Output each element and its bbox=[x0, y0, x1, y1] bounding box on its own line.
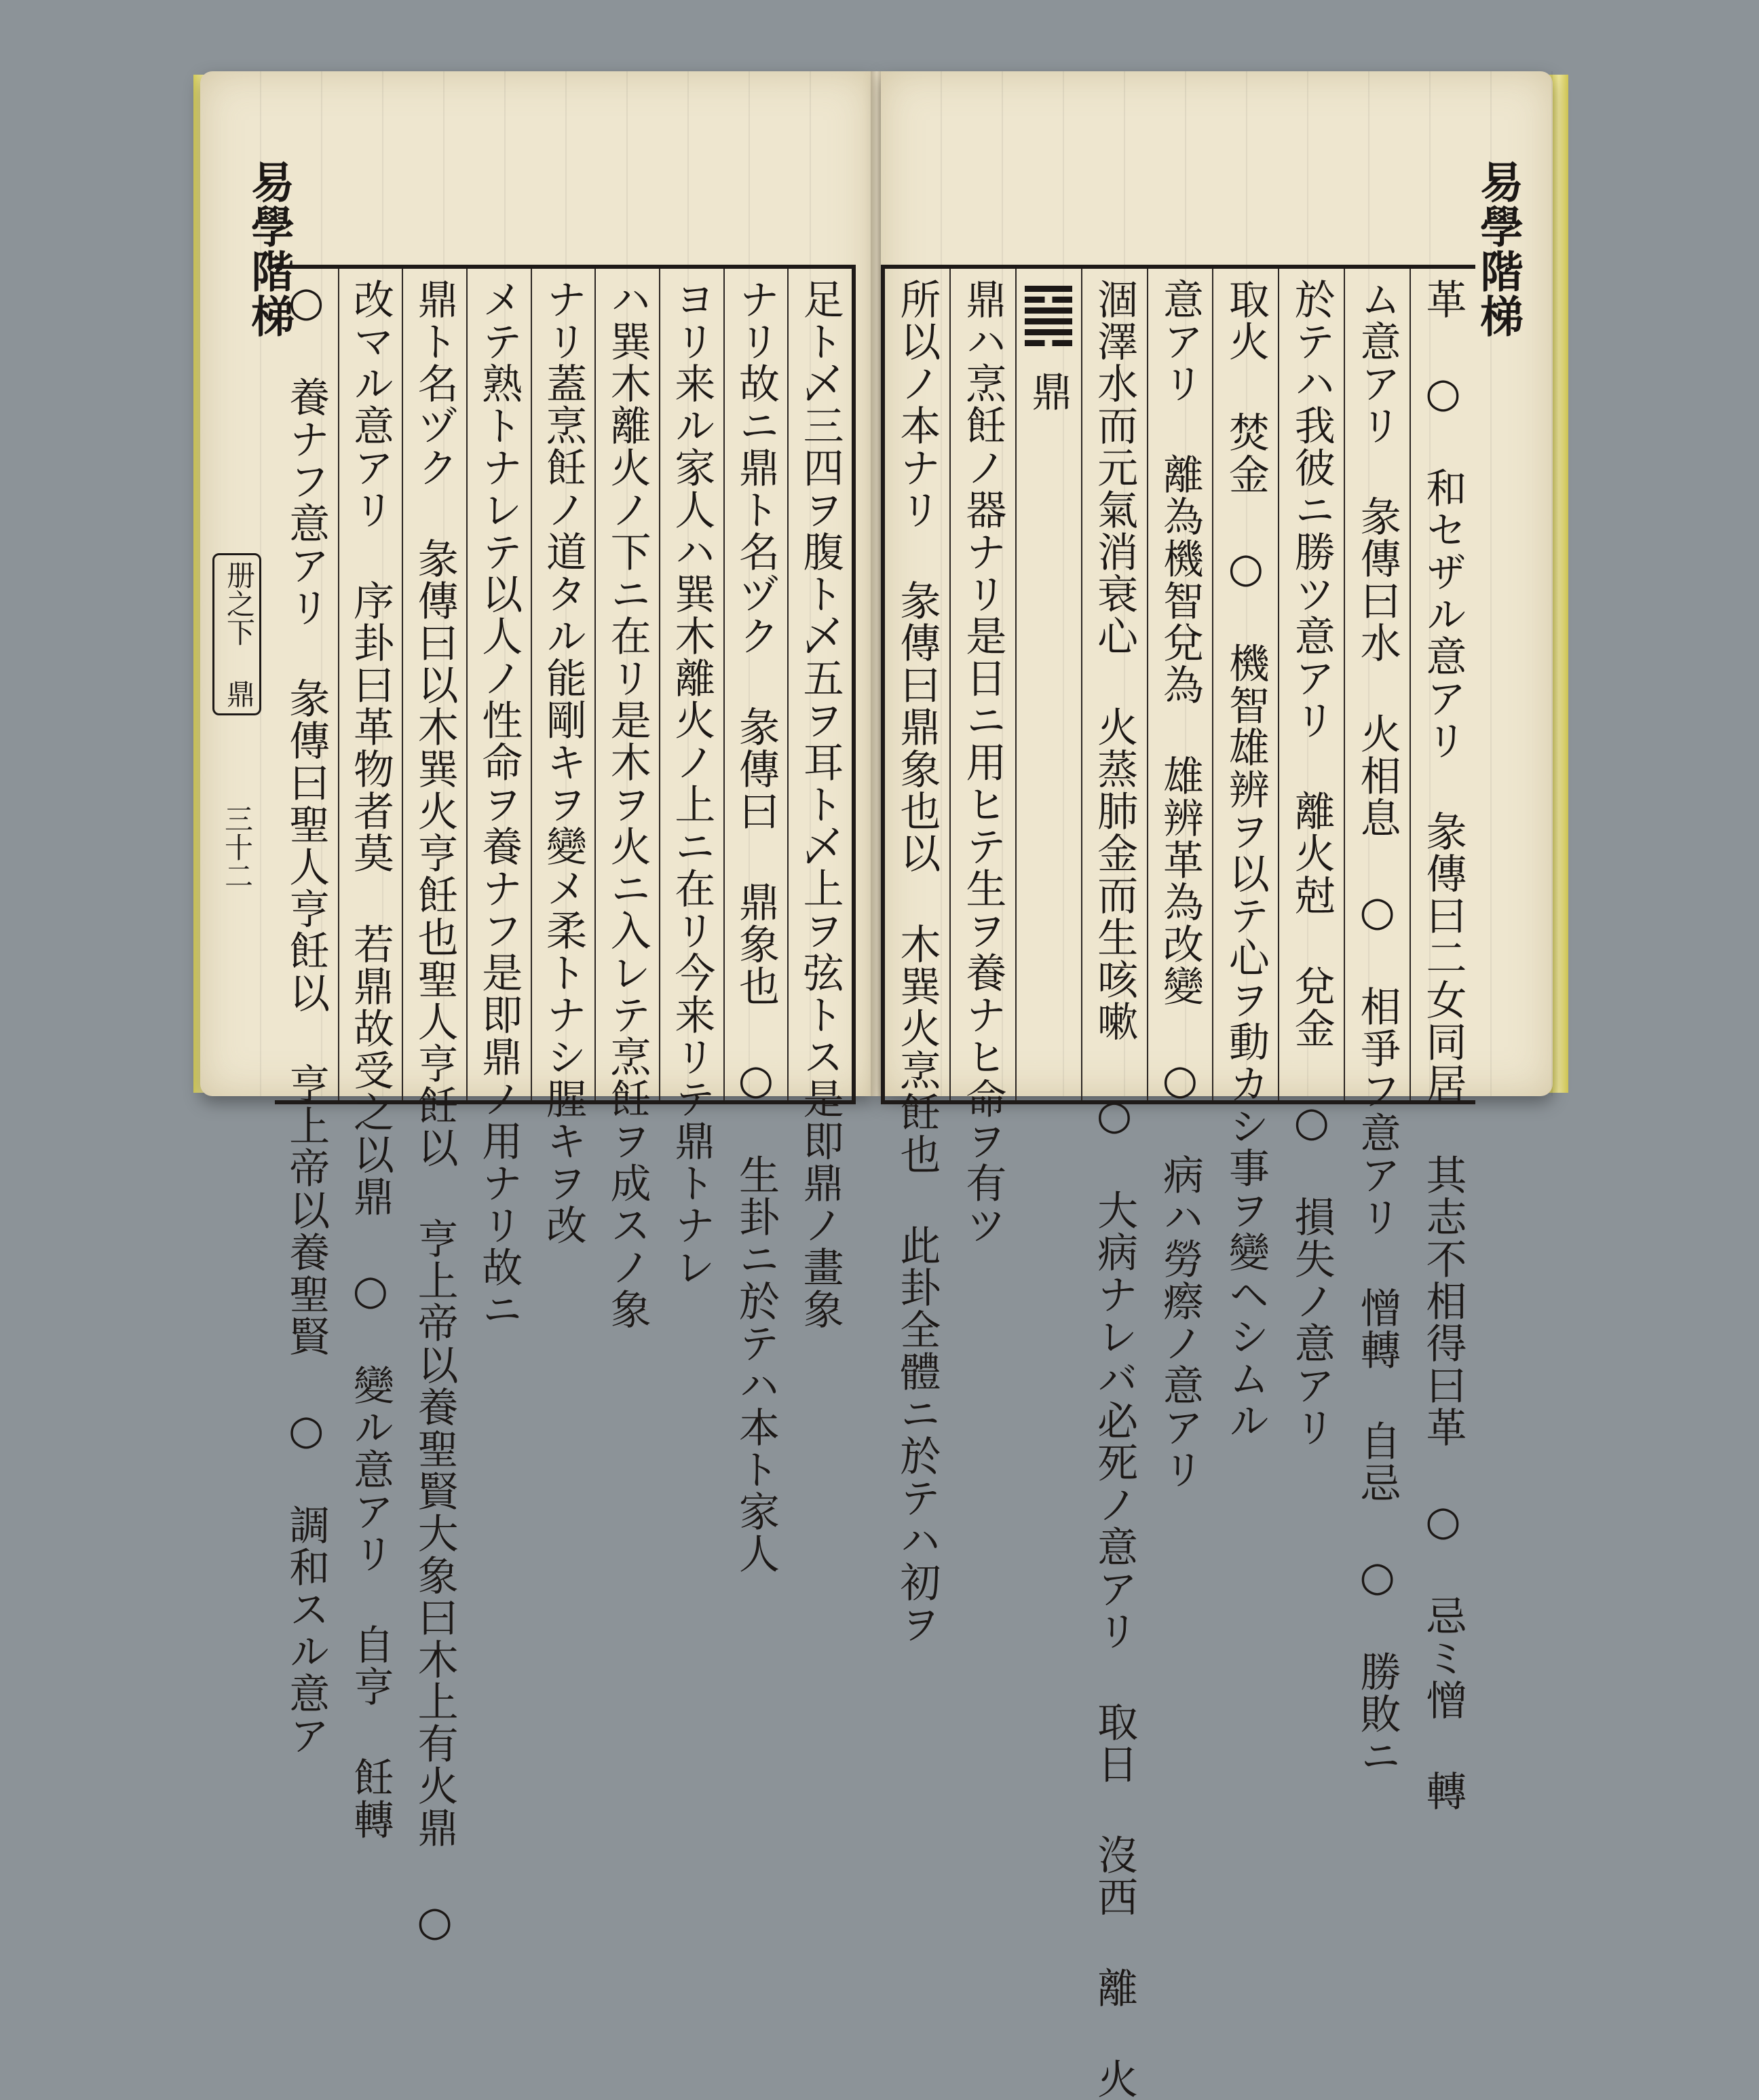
text-column: 鼎ハ烹飪ノ器ナリ是日ニ用ヒテ生ヲ養ナヒ命ヲ有ツ bbox=[959, 278, 1007, 1246]
right-columns bbox=[885, 269, 1475, 2100]
text-column: 於テハ我彼ニ勝ツ意アリ 離火尅 兌金 ○ 損失ノ意アリ bbox=[1287, 278, 1336, 1448]
text-column: 意アリ 離為機智兌為 雄辨革為改變 ○ 病ハ勞瘵ノ意アリ bbox=[1156, 278, 1204, 1490]
folio-number: 三十二 bbox=[221, 804, 254, 890]
left-margin-title: 易學階梯 bbox=[244, 160, 295, 339]
text-column: ナリ蓋烹飪ノ道タル能剛キヲ變メ柔トナシ腥キヲ改 bbox=[539, 278, 587, 1246]
fold-label: 册之下 鼎 bbox=[212, 553, 261, 715]
right-page bbox=[881, 71, 1553, 2100]
text-column: 革 ○ 和セザル意アリ 彖傳曰二女同居 其志不相得曰革 ○ 忌ミ憎 轉 bbox=[1419, 278, 1467, 1812]
text-column: ナリ故ニ鼎ト名ヅク 彖傳曰 鼎象也 ○ 生卦ニ於テハ本ト家人 bbox=[732, 278, 780, 1575]
hexagram-heading-column bbox=[1015, 269, 1081, 1100]
left-columns bbox=[275, 269, 852, 1947]
right-text-frame bbox=[881, 265, 1475, 2100]
text-column: ハ巽木離火ノ下ニ在リ是木ヲ火ニ入レテ烹飪ヲ成スノ象 bbox=[603, 278, 651, 1330]
text-column: 涸澤水而元氣消衰心 火蒸肺金而生咳嗽 ○ 大病ナレバ必死ノ意アリ 取日 沒西 離 火 bbox=[1091, 278, 1139, 2100]
text-column: ム意アリ 彖傳曰水 火相息 ○ 相爭フ意アリ 憎轉 自忌 ○ 勝敗ニ bbox=[1353, 278, 1401, 1777]
text-column: 所以ノ本ナリ 彖傳曰鼎象也以 木巽火烹飪也 此卦全體ニ於テハ初ヲ bbox=[893, 278, 941, 1645]
text-column: 改マル意アリ 序卦曰革物者莫 若鼎故受之以鼎 ○ 變ル意アリ 自亨 飪轉 bbox=[346, 278, 394, 1841]
right-margin-title: 易學階梯 bbox=[1473, 160, 1524, 339]
text-column: 鼎ト名ヅク 彖傳曰以木巽火亨飪也聖人亨飪以 亨上帝以養聖賢大象曰木上有火鼎 ○ bbox=[411, 278, 459, 1947]
left-page bbox=[200, 71, 872, 1947]
text-column: ヨリ来ル家人ハ巽木離火ノ上ニ在リ今来リテ鼎トナレ bbox=[668, 278, 716, 1288]
text-column: 足ト乄三四ヲ腹ト乄五ヲ耳ト乄上ヲ弦トス是即鼎ノ畫象 bbox=[796, 278, 844, 1330]
text-column: ○ 養ナフ意アリ 彖傳曰聖人亨飪以 亨上帝以養聖賢 ○ 調和スル意ア bbox=[282, 278, 330, 1757]
left-text-frame bbox=[275, 265, 856, 1947]
hexagram-symbol-icon bbox=[1025, 281, 1072, 362]
text-column: 取火 焚金 ○ 機智雄辨ヲ以テ心ヲ動カシ事ヲ變ヘシムル bbox=[1222, 278, 1270, 1442]
hexagram-name: 鼎 bbox=[1025, 371, 1073, 413]
text-column: メテ熟トナレテ以人ノ性命ヲ養ナフ是即鼎ノ用ナリ故ニ bbox=[475, 278, 523, 1330]
